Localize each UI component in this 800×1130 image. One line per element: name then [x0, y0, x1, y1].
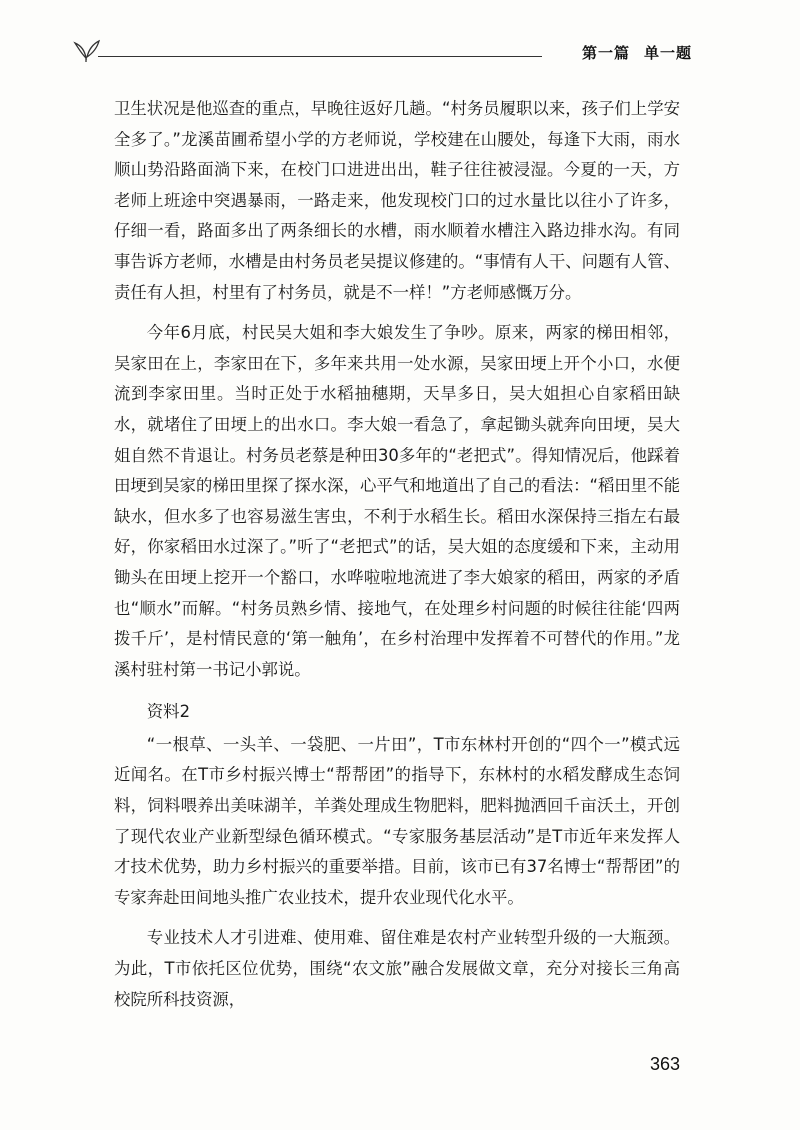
paragraph-2: 今年6月底，村民吴大姐和李大娘发生了争吵。原来，两家的梯田相邻，吴家田在上，李家田在下，多年来共用一处水源，吴家田埂上开个小口，水便流到李家田里。当时正处于水稻抽穗期，天旱多日，吴大姐担心自家稻田缺水，就堵住了田埂上的出水口。李大娘一看急了，拿起锄头就奔向田埂，吴大姐自然不肯退让。村务员老蔡是种田30多年的“老把式”。得知情况后，他踩着田埂到吴家的梯田里探了探水深，心平气和地道出了自己的看法：“稻田里不能缺水，但水多了也容易滋生害虫，不利于水稻生长。稻田水深保持三指左右最好，你家稻田水过深了。”听了“老把式”的话，吴大姐的态度缓和下来，主动用锄头在田埂上挖开一个豁口，水哗啦啦地流进了李大娘家的稻田，两家的矛盾也“顺水”而解。“村务员熟乡情、接地气，在处理乡村问题的时候往往能‘四两拨千斤’，是村情民意的‘第一触角’，在乡村治理中发挥着不可替代的作用。”龙溪村驻村第一书记小郭说。 [114, 323, 680, 679]
paragraph-3: “一根草、一头羊、一袋肥、一片田”，T市东林村开创的“四个一”模式远近闻名。在T市乡村振兴博士“帮帮团”的指导下，东林村的水稻发酵成生态饲料，饲料喂养出美味湖羊，羊粪处理成生物肥料，肥料抛洒回千亩沃土，开创了现代农业产业新型绿色循环模式。“专家服务基层活动”是T市近年来发挥人才技术优势，助力乡村振兴的重要举措。目前，该市已有37名博士“帮帮团”的专家奔赴田间地头推广农业技术，提升农业现代化水平。 [114, 734, 680, 907]
header-rule [98, 56, 542, 57]
page-number: 363 [649, 1054, 680, 1074]
header-part: 第一篇 [581, 44, 630, 62]
header-topic: 单一题 [643, 44, 692, 62]
body-text [114, 94, 680, 1015]
leaf-sprout-icon [72, 36, 102, 62]
section-label: 资料2 [146, 702, 191, 722]
paragraph-4: 专业技术人才引进难、使用难、留住难是农村产业转型升级的一大瓶颈。为此，T市依托区位优势，围绕“农文旅”融合发展做文章，充分对接长三角高校院所科技资源， [114, 928, 680, 1009]
header-title [568, 42, 692, 63]
running-header [72, 36, 692, 66]
paragraph-1: 卫生状况是他巡查的重点，早晚往返好几趟。“村务员履职以来，孩子们上学安全多了。”龙溪苗圃希望小学的方老师说，学校建在山腰处，每逢下大雨，雨水顺山势沿路面淌下来，在校门口进进出出，鞋子往往被浸湿。今夏的一天，方老师上班途中突遇暴雨，一路走来，他发现校门口的过水量比以往小了许多，仔细一看，路面多出了两条细长的水槽，雨水顺着水槽注入路边排水沟。有同事告诉方老师，水槽是由村务员老吴提议修建的。“事情有人干、问题有人管、责任有人担，村里有了村务员，就是不一样！”方老师感慨万分。 [114, 99, 680, 302]
